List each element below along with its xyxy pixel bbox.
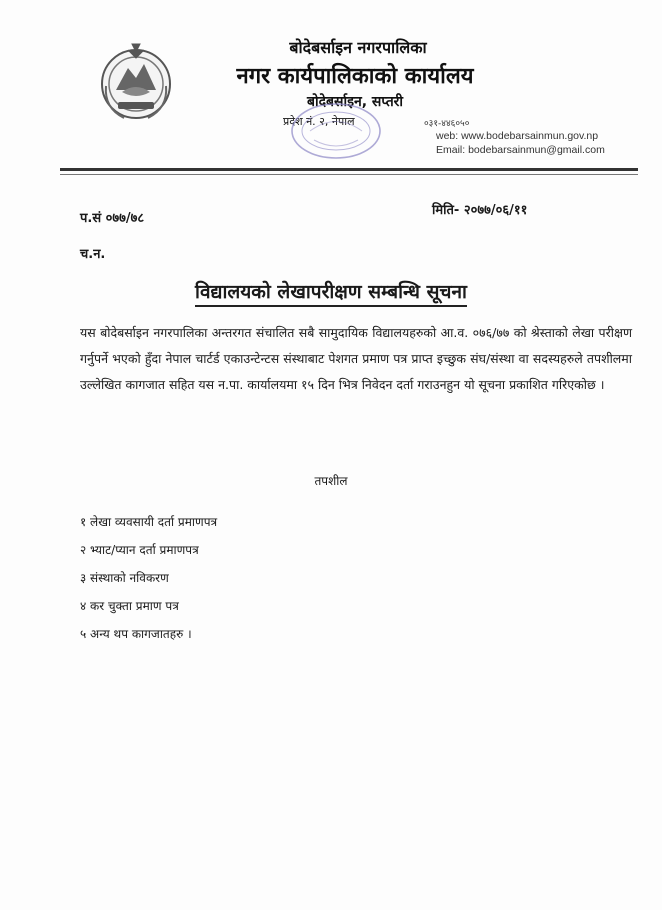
header-divider-thick (60, 168, 638, 171)
government-emblem-icon (98, 38, 174, 124)
municipality-name: बोदेबर्साइन नगरपालिका (289, 38, 427, 57)
website-text: web: www.bodebarsainmun.gov.np (436, 130, 599, 142)
list-item: ४ कर चुक्ता प्रमाण पत्र (80, 599, 179, 613)
province-line: प्रदेश नं. २, नेपाल (283, 115, 355, 128)
office-location: बोदेबर्साइन, सप्तरी (306, 94, 404, 110)
list-item: २ भ्याट/प्यान दर्ता प्रमाणपत्र (80, 543, 199, 557)
office-name: नगर कार्यपालिकाको कार्यालय (236, 64, 474, 89)
list-item: ३ संस्थाको नविकरण (80, 571, 169, 585)
list-item: १ लेखा व्यवसायी दर्ता प्रमाणपत्र (80, 515, 218, 529)
notice-title-text: विद्यालयको लेखापरीक्षण सम्बन्धि सूचना (195, 281, 467, 307)
notice-date: मिति- २०७७/०६/११ (432, 203, 528, 218)
header-divider-thin (60, 174, 638, 175)
reference-number: प.सं ०७७/७८ (80, 211, 145, 226)
notice-title (0, 278, 662, 304)
required-documents-list (80, 512, 217, 652)
notice-body: यस बोदेबर्साइन नगरपालिका अन्तरगत संचालित सबै सामुदायिक विद्यालयहरुको आ.व. ०७६/७७ को श्रेस्ताको लेखा परीक्षण गर्नुपर्ने भएको हुँदा नेपाल चार्टर्ड एकाउन्टेन्टस संस्थाबाट पेशगत प्रमाण पत्र प्राप्त इच्छुक संघ/संस्था वा सदस्यहरुले तपशीलमा उल्लेखित कागजात सहित यस न.पा. कार्यालयमा १५ दिन भित्र निवेदन दर्ता गराउनहुन यो सूचना प्रकाशित गरिएकोछ । (80, 325, 632, 392)
phone-number: ०३१-४४६०५० (424, 119, 470, 129)
office-stamp-icon (288, 100, 384, 162)
details-heading: तपशील (314, 474, 348, 488)
dispatch-number: च.न. (80, 247, 106, 262)
list-item: ५ अन्य थप कागजातहरु । (80, 627, 192, 641)
email-text: Email: bodebarsainmun@gmail.com (436, 144, 605, 156)
